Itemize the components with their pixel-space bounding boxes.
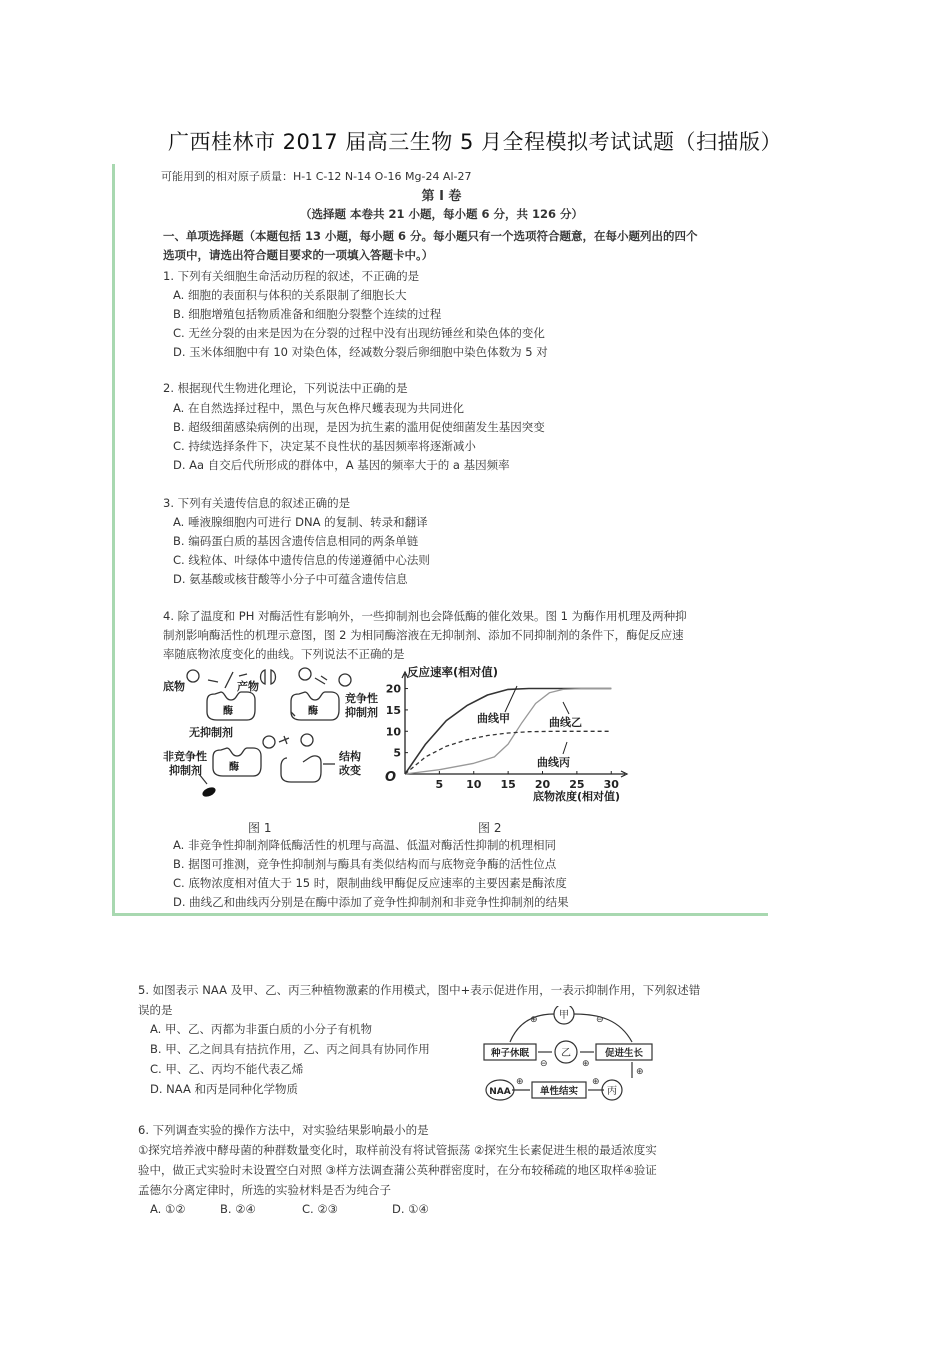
fig5-sign-plus-4: ⊕ (516, 1077, 524, 1087)
q3-option-d: D. 氨基酸或核苷酸等小分子中可蕴含遗传信息 (173, 572, 408, 586)
chart-y-tick-label: 10 (385, 725, 401, 739)
fig1-label-competitive-1: 竞争性 (345, 692, 378, 705)
document-title: 广西桂林市 2017 届高三生物 5 月全程模拟考试试题（扫描版） (167, 130, 782, 154)
fig1-label-noncompetitive-1: 非竞争性 (163, 750, 207, 763)
q5-stem-line1: 5. 如图表示 NAA 及甲、乙、丙三种植物激素的作用模式，图中+表示促进作用，一表示抑制作用，下列叙述错 (138, 983, 701, 997)
fig5-sign-minus-1: ⊖ (596, 1015, 604, 1025)
fig5-sign-plus-3: ⊕ (636, 1067, 644, 1077)
q6-stem: 6. 下列调查实验的操作方法中，对实验结果影响最小的是 (138, 1123, 429, 1137)
fig5-node-naa: NAA (489, 1087, 511, 1097)
chart-y-tick-label: 20 (385, 682, 401, 696)
chart-y-tick-label: 15 (385, 703, 401, 717)
q6-body-line1: ①探究培养液中酵母菌的种群数量变化时，取样前没有将试管振荡 ②探究生长素促进生根的最适浓度实 (138, 1143, 657, 1157)
fig5-node-seed-dormancy: 种子休眠 (490, 1048, 530, 1059)
q4-option-a: A. 非竞争性抑制剂降低酶活性的机理与高温、低温对酶活性抑制的机理相同 (173, 838, 556, 852)
fig5-node-bing: 丙 (607, 1086, 617, 1097)
fig1-label-enzyme-2: 酶 (308, 706, 318, 717)
fig5-sign-plus-2: ⊕ (582, 1059, 590, 1069)
q5-option-b: B. 甲、乙之间具有拮抗作用，乙、丙之间具有协同作用 (150, 1042, 430, 1056)
chart-x-tick-label: 10 (466, 778, 482, 791)
chart-series-label-1: 曲线乙 (549, 716, 582, 729)
q1-option-d: D. 玉米体细胞中有 10 对染色体，经减数分裂后卵细胞中染色体数为 5 对 (173, 345, 548, 359)
figure-1-enzyme-diagram (163, 666, 388, 806)
fig1-label-enzyme-1: 酶 (223, 706, 233, 717)
q2-option-c: C. 持续选择条件下，决定某不良性状的基因频率将逐渐减小 (173, 439, 476, 453)
fig1-label-noncompetitive-2: 抑制剂 (169, 764, 202, 777)
chart-x-axis-label: 底物浓度(相对值) (533, 790, 621, 803)
chart-series-line-2 (405, 731, 611, 774)
q2-option-d: D. Aa 自交后代所形成的群体中，A 基因的频率大于的 a 基因频率 (173, 458, 510, 472)
q1-option-c: C. 无丝分裂的由来是因为在分裂的过程中没有出现纺锤丝和染色体的变化 (173, 326, 545, 340)
q5-option-a: A. 甲、乙、丙都为非蛋白质的小分子有机物 (150, 1022, 372, 1036)
fig1-label-no-inhibitor: 无抑制剂 (189, 726, 233, 739)
q6-body-line2: 验中，做正式实验时未设置空白对照 ③样方法调查蒲公英种群密度时，在分布较稀疏的地区取样④验证 (138, 1163, 657, 1177)
q2-stem: 2. 根据现代生物进化理论，下列说法中正确的是 (163, 381, 408, 395)
fig1-label-enzyme-3: 酶 (229, 762, 239, 773)
section-heading-line1: 一、单项选择题（本题包括 13 小题，每小题 6 分。每小题只有一个选项符合题意，在每小题列出的四个 (163, 229, 698, 243)
q6-option-c: C. ②③ (302, 1202, 338, 1216)
scan-page-1 (112, 164, 768, 916)
fig5-node-promote-growth: 促进生长 (604, 1048, 644, 1059)
chart-origin-label: O (385, 770, 397, 785)
fig1-label-substrate: 底物 (163, 680, 185, 693)
q4-stem-line1: 4. 除了温度和 PH 对酶活性有影响外，一些抑制剂也会降低酶的催化效果。图 1 为酶作用机理及两种抑 (163, 609, 687, 623)
q4-stem-line2: 制剂影响酶活性的机理示意图，图 2 为相同酶溶液在无抑制剂、添加不同抑制剂的条件下，酶促反应速 (163, 628, 684, 642)
chart-x-tick-label: 15 (500, 778, 516, 791)
q1-option-b: B. 细胞增殖包括物质准备和细胞分裂整个连续的过程 (173, 307, 442, 321)
q3-option-a: A. 唾液腺细胞内可进行 DNA 的复制、转录和翻译 (173, 515, 428, 529)
part-heading: 第 I 卷 (421, 189, 462, 204)
q6-option-d: D. ①④ (392, 1202, 429, 1216)
part-note: （选择题 本卷共 21 小题，每小题 6 分，共 126 分） (299, 207, 584, 221)
fig5-sign-minus-2: ⊖ (540, 1059, 548, 1069)
q1-option-a: A. 细胞的表面积与体积的关系限制了细胞长大 (173, 288, 407, 302)
q5-option-d: D. NAA 和丙是同种化学物质 (150, 1082, 298, 1096)
fig1-label-structure-2: 改变 (339, 764, 361, 777)
q3-stem: 3. 下列有关遗传信息的叙述正确的是 (163, 496, 351, 510)
chart-title: 反应速率(相对值) (407, 665, 499, 679)
q5-option-c: C. 甲、乙、丙均不能代表乙烯 (150, 1062, 304, 1076)
fig1-label-structure-1: 结构 (339, 750, 361, 763)
figure-2-chart (377, 664, 637, 814)
fig5-node-jia: 甲 (559, 1010, 569, 1021)
fig5-sign-plus-1: ⊕ (530, 1015, 538, 1025)
chart-x-tick-label: 20 (534, 778, 551, 791)
fig5-sign-plus-5: ⊕ (592, 1077, 600, 1087)
figure-2-caption: 图 2 (478, 821, 502, 835)
q2-option-b: B. 超级细菌感染病例的出现，是因为抗生素的滥用促使细菌发生基因突变 (173, 420, 545, 434)
chart-x-tick-label: 5 (435, 778, 444, 791)
chart-series-label-2: 曲线丙 (537, 756, 570, 769)
fig5-node-yi: 乙 (561, 1048, 571, 1059)
chart-y-tick-label: 5 (393, 746, 401, 760)
q3-option-c: C. 线粒体、叶绿体中遗传信息的传递遵循中心法则 (173, 553, 430, 567)
q3-option-b: B. 编码蛋白质的基因含遗传信息相同的两条单链 (173, 534, 419, 548)
chart-series-pointer-2 (563, 742, 567, 754)
q6-body-line3: 孟德尔分离定律时，所选的实验材料是否为纯合子 (138, 1183, 391, 1197)
chart-series-pointer-1 (563, 702, 569, 714)
scan-page-2 (112, 968, 765, 1228)
figure-5-hormone-diagram (480, 1006, 670, 1108)
q6-option-b: B. ②④ (220, 1202, 256, 1216)
q4-option-c: C. 底物浓度相对值大于 15 时，限制曲线甲酶促反应速率的主要因素是酶浓度 (173, 876, 567, 890)
atomic-mass-line: 可能用到的相对原子质量：H-1 C-12 N-14 O-16 Mg-24 Al-27 (161, 170, 472, 183)
fig1-label-competitive-2: 抑制剂 (345, 706, 378, 719)
q4-stem-line3: 率随底物浓度变化的曲线。下列说法不正确的是 (163, 647, 405, 661)
q5-stem-line2: 误的是 (138, 1003, 173, 1017)
chart-series-label-0: 曲线甲 (477, 712, 510, 725)
q2-option-a: A. 在自然选择过程中，黑色与灰色桦尺蠖表现为共同进化 (173, 401, 464, 415)
q6-option-a: A. ①② (150, 1202, 186, 1216)
q1-stem: 1. 下列有关细胞生命活动历程的叙述，不正确的是 (163, 269, 420, 283)
fig5-node-parthenocarpy: 单性结实 (539, 1086, 579, 1097)
figure-1-caption: 图 1 (248, 821, 272, 835)
q4-option-b: B. 据图可推测，竞争性抑制剂与酶具有类似结构而与底物竞争酶的活性位点 (173, 857, 557, 871)
chart-x-tick-label: 30 (603, 778, 619, 791)
q4-option-d: D. 曲线乙和曲线丙分别是在酶中添加了竞争性抑制剂和非竞争性抑制剂的结果 (173, 895, 569, 909)
chart-x-tick-label: 25 (569, 778, 585, 791)
fig1-label-product: 产物 (237, 680, 259, 693)
section-heading-line2: 选项中，请选出符合题目要求的一项填入答题卡中。） (163, 248, 434, 262)
